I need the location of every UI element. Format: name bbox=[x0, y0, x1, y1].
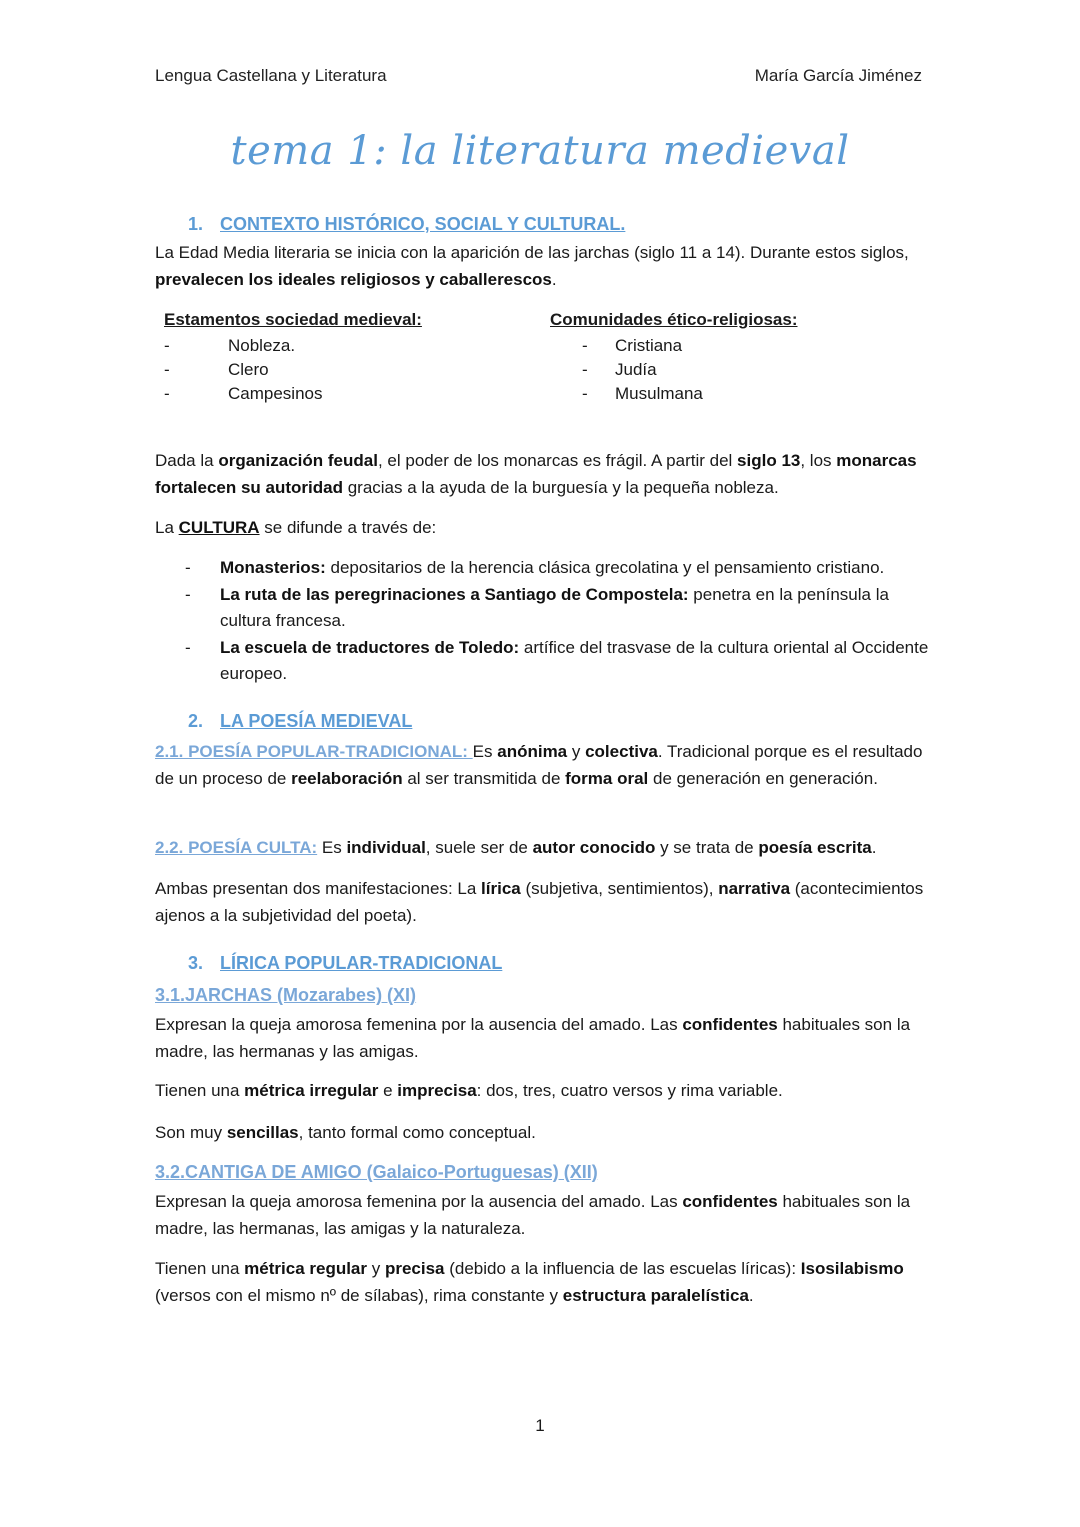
paragraph: Tienen una métrica regular y precisa (debido a la influencia de las escuelas líricas): Isosilabismo (versos con el mismo nº de sílabas), rima constante y estructura paralelística. bbox=[155, 1259, 904, 1305]
section-title: LA POESÍA MEDIEVAL bbox=[220, 711, 413, 731]
list-item: - La ruta de las peregrinaciones a Santiago de Compostela: penetra en la península la cultura francesa. bbox=[185, 584, 889, 630]
comunidades-title: Comunidades ético-religiosas: bbox=[550, 310, 798, 329]
list-item: - Cristiana bbox=[582, 336, 683, 355]
section-number: 3. bbox=[188, 953, 204, 973]
section-number: 2. bbox=[188, 711, 204, 731]
subsection-title: 3.1.JARCHAS (Mozarabes) (XI) bbox=[155, 985, 417, 1005]
section-title: CONTEXTO HISTÓRICO, SOCIAL Y CULTURAL. bbox=[220, 214, 626, 234]
paragraph: 2.1. POESÍA POPULAR-TRADICIONAL: Es anónima y colectiva. Tradicional porque es el resultado de un proceso de reelaboración al ser transmitida de forma oral de generación en generación. bbox=[155, 742, 923, 788]
paragraph: Dada la organización feudal, el poder de los monarcas es frágil. A partir del siglo 13, los monarcas fortalecen su autoridad gracias a la ayuda de la burguesía y la pequeña nobleza. bbox=[155, 451, 917, 497]
section-1-heading bbox=[188, 214, 625, 235]
paragraph: Expresan la queja amorosa femenina por la ausencia del amado. Las confidentes habituales son la madre, las hermanas, las amigas y la naturaleza. bbox=[155, 1192, 911, 1238]
culture-list bbox=[185, 555, 930, 688]
section-3-heading bbox=[188, 953, 502, 974]
paragraph: Ambas presentan dos manifestaciones: La lírica (subjetiva, sentimientos), narrativa (acontecimientos ajenos a la subjetividad del poeta). bbox=[155, 879, 924, 925]
list-item: - La escuela de traductores de Toledo: artífice del trasvase de la cultura oriental al Occidente europeo. bbox=[185, 637, 929, 683]
list-item: - Clero bbox=[164, 360, 269, 379]
paragraph: 2.2. POESÍA CULTA: Es individual, suele ser de autor conocido y se trata de poesía escrita. bbox=[155, 838, 877, 857]
estamentos-title: Estamentos sociedad medieval: bbox=[164, 310, 422, 329]
list-item: - Musulmana bbox=[582, 384, 703, 403]
list-item: - Nobleza. bbox=[164, 336, 296, 355]
paragraph: Expresan la queja amorosa femenina por la ausencia del amado. Las confidentes habituales son la madre, las hermanas y las amigas. bbox=[155, 1015, 911, 1061]
paragraph: La CULTURA se difunde a través de: bbox=[155, 518, 437, 537]
paragraph: Son muy sencillas, tanto formal como conceptual. bbox=[155, 1123, 536, 1142]
subsection-title: 2.2. POESÍA CULTA: bbox=[155, 838, 318, 857]
estamentos-list bbox=[164, 334, 484, 406]
list-item: - Campesinos bbox=[164, 384, 323, 403]
list-item: - Monasterios: depositarios de la herencia clásica grecolatina y el pensamiento cristiano. bbox=[185, 558, 885, 577]
page-number: 1 bbox=[535, 1416, 545, 1435]
subsection-title: 2.1. POESÍA POPULAR-TRADICIONAL: bbox=[155, 742, 473, 761]
paragraph: Tienen una métrica irregular e imprecisa: dos, tres, cuatro versos y rima variable. bbox=[155, 1081, 783, 1100]
comunidades-list bbox=[582, 334, 902, 406]
page-title: tema 1: la literatura medieval bbox=[230, 128, 850, 174]
section-number: 1. bbox=[188, 214, 204, 234]
section-2-heading bbox=[188, 711, 412, 732]
header-author: María García Jiménez bbox=[754, 66, 922, 85]
paragraph: La Edad Media literaria se inicia con la aparición de las jarchas (siglo 11 a 14). Durante estos siglos, prevalecen los ideales religiosos y caballerescos. bbox=[155, 243, 909, 289]
header-subject: Lengua Castellana y Literatura bbox=[155, 66, 387, 85]
list-item: - Judía bbox=[582, 360, 657, 379]
section-title: LÍRICA POPULAR-TRADICIONAL bbox=[220, 953, 503, 973]
subsection-title: 3.2.CANTIGA DE AMIGO (Galaico-Portuguesas) (XII) bbox=[155, 1162, 598, 1182]
